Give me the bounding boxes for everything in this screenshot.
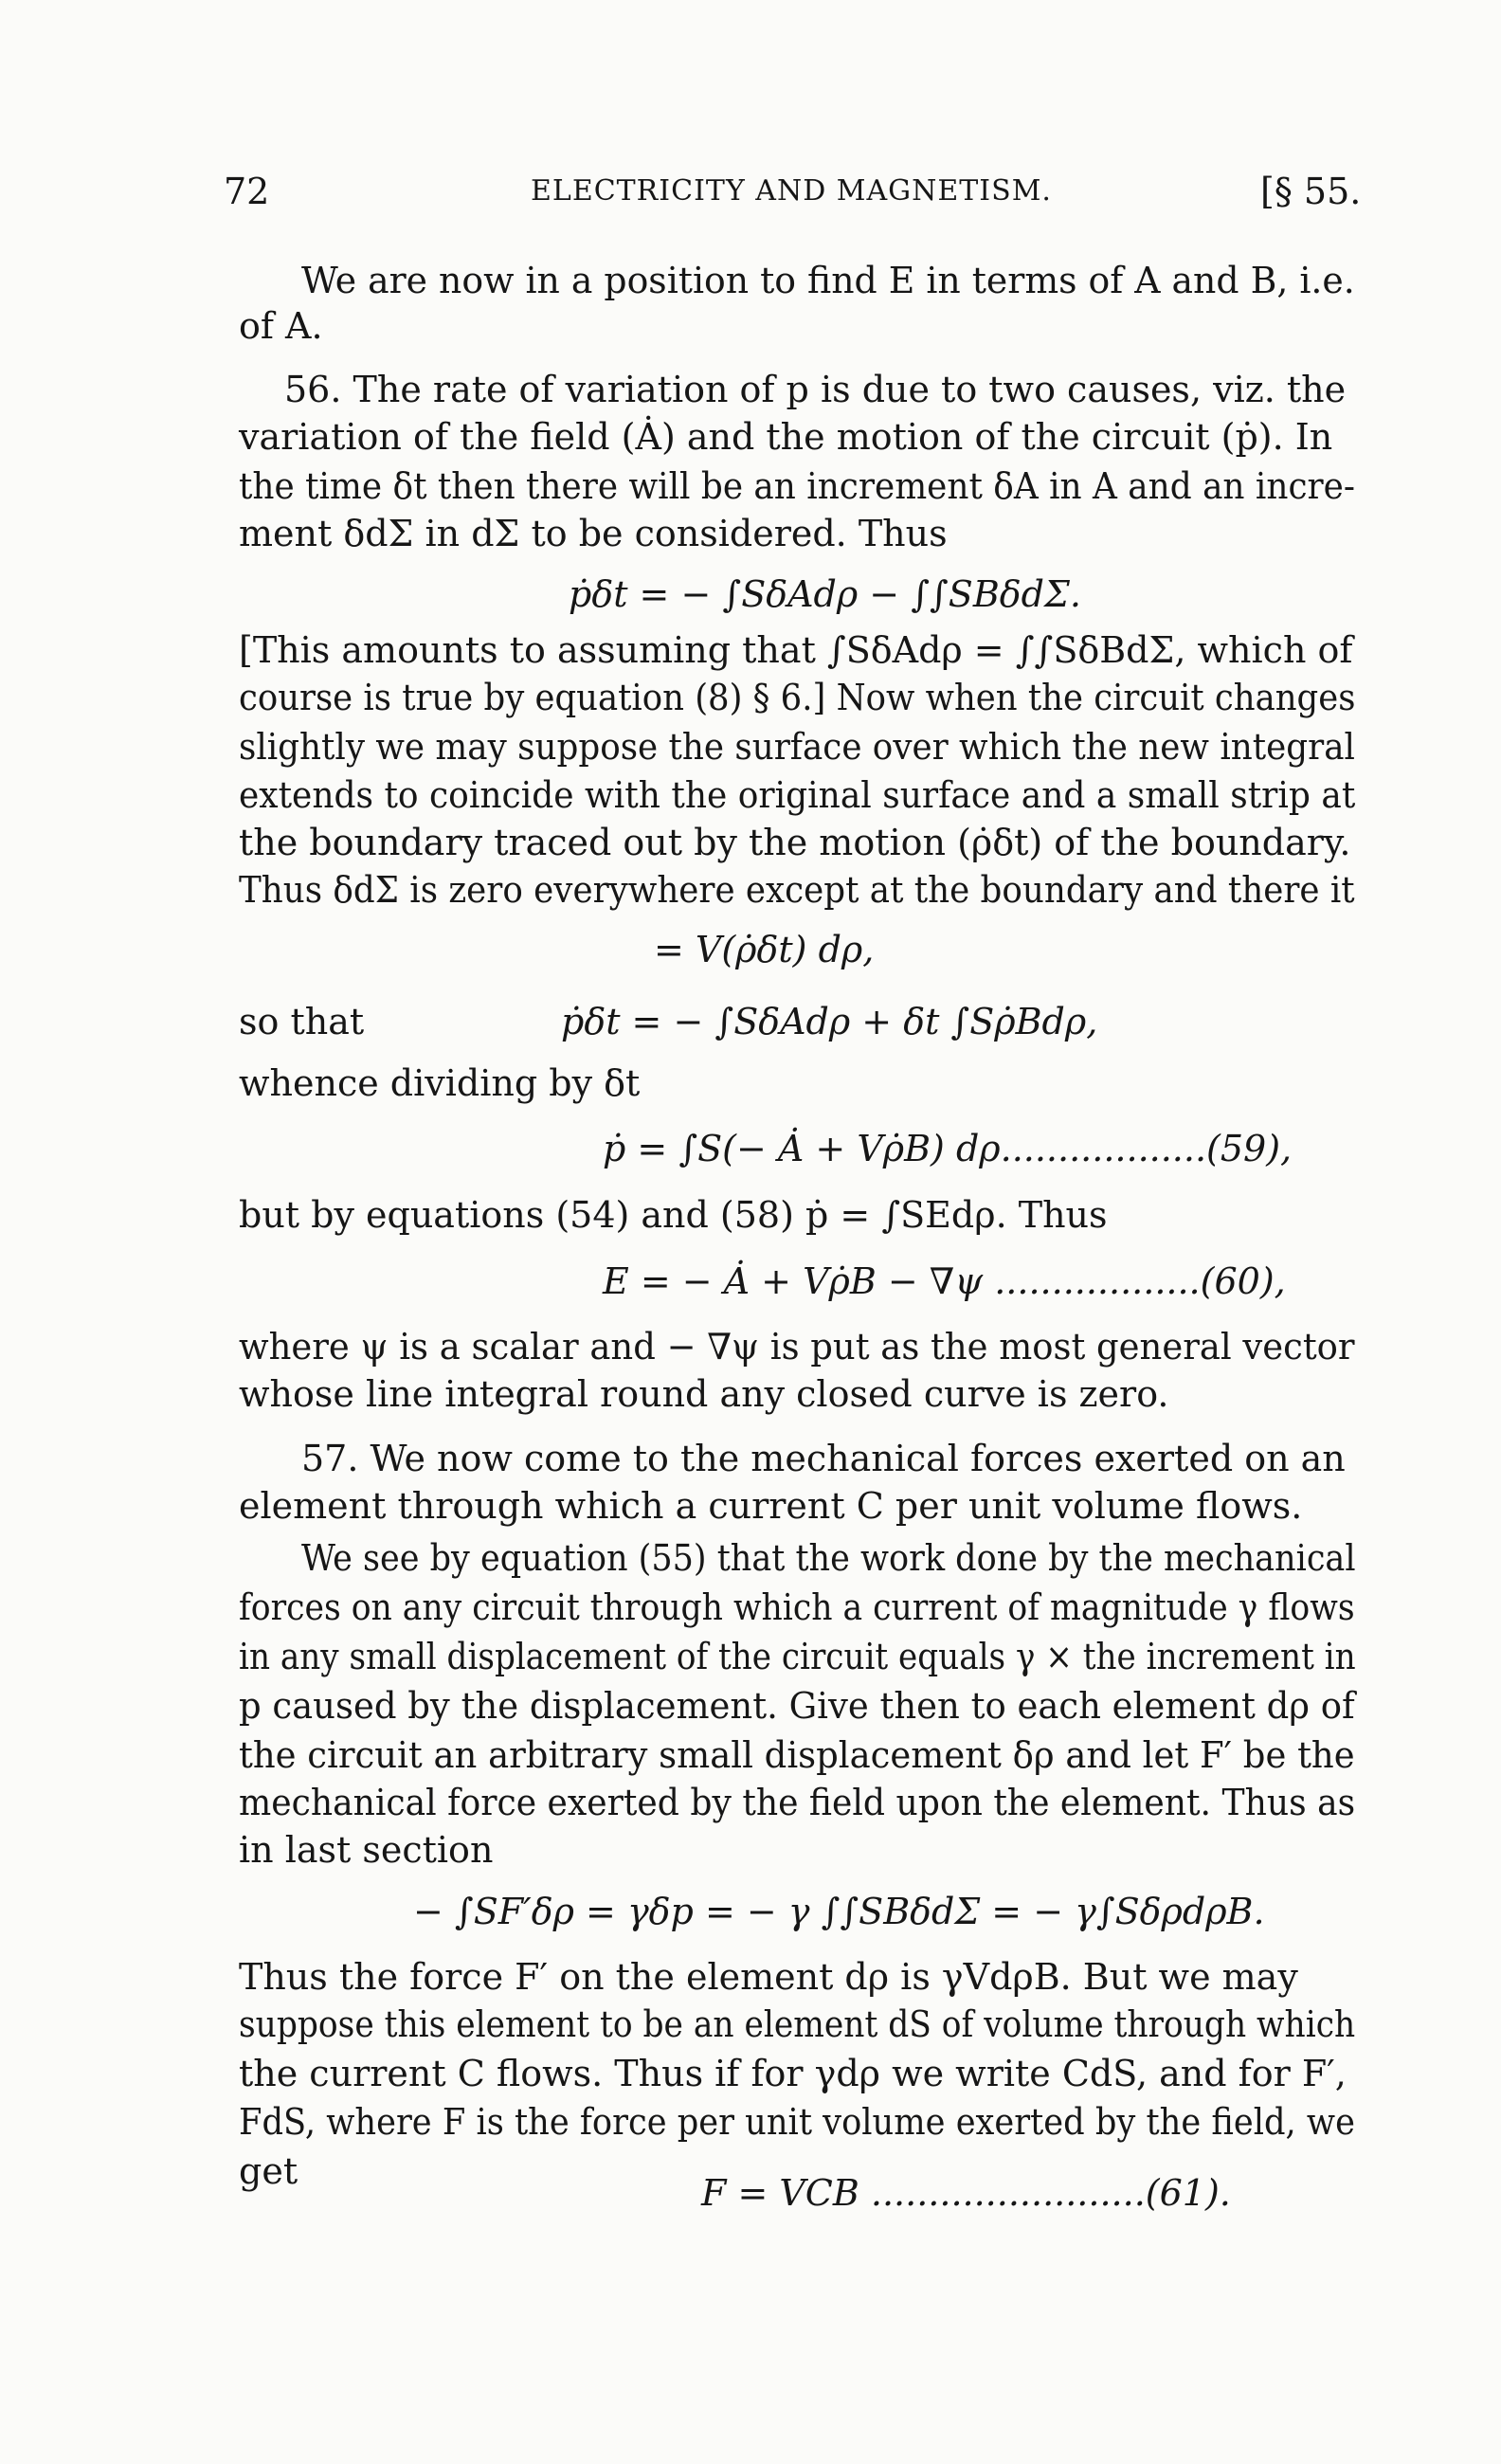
text-line: suppose this element to be an element dS of volume through which bbox=[239, 2003, 1356, 2045]
text-line: where ψ is a scalar and − ∇ψ is put as the most general vector bbox=[239, 1326, 1355, 1368]
running-title: ELECTRICITY AND MAGNETISM. bbox=[531, 174, 1052, 208]
text-line: of A. bbox=[239, 305, 323, 347]
text-line: the boundary traced out by the motion (ρ̇δt) of the boundary. bbox=[239, 822, 1351, 863]
text-line: FdS, where F is the force per unit volume exerted by the field, we bbox=[239, 2101, 1355, 2143]
text-line: whose line integral round any closed curve is zero. bbox=[239, 1373, 1169, 1415]
equation-60: E = − Ȧ + Vρ̇B − ∇ψ ..................(60), bbox=[603, 1260, 1286, 1302]
text-line: the current C flows. Thus if for γdρ we write CdS, and for F′, bbox=[239, 2053, 1347, 2094]
text-line: in any small displacement of the circuit equals γ × the increment in bbox=[239, 1636, 1356, 1677]
text-line: 57. We now come to the mechanical forces exerted on an bbox=[301, 1438, 1346, 1479]
text-line: the circuit an arbitrary small displacement δρ and let F′ be the bbox=[239, 1734, 1355, 1776]
text-line: course is true by equation (8) § 6.] Now when the circuit changes bbox=[239, 677, 1356, 718]
equation-59: ṗ = ∫S(− Ȧ + Vρ̇B) dρ..................(59), bbox=[603, 1128, 1293, 1169]
equation: = V(ρ̇δt) dρ, bbox=[654, 929, 875, 970]
text-line: slightly we may suppose the surface over which the new integral bbox=[239, 726, 1355, 768]
text-line: We see by equation (55) that the work done by the mechanical bbox=[301, 1537, 1356, 1579]
equation: − ∫SF′δρ = γδp = − γ ∫∫SBδdΣ = − γ∫SδρdρB. bbox=[413, 1891, 1265, 1932]
text-line: We are now in a position to find E in terms of A and B, i.e. bbox=[301, 260, 1355, 301]
equation: ṗδt = − ∫SδAdρ − ∫∫SBδdΣ. bbox=[569, 573, 1081, 615]
text-line: extends to coincide with the original surface and a small strip at bbox=[239, 774, 1356, 816]
page-number: 72 bbox=[224, 171, 270, 212]
text-line: [This amounts to assuming that ∫SδAdρ = ∫∫SδBdΣ, which of bbox=[239, 629, 1353, 671]
text-line: Thus δdΣ is zero everywhere except at the boundary and there it bbox=[239, 869, 1355, 911]
text-line: so that bbox=[239, 1001, 365, 1042]
text-line: forces on any circuit through which a current of magnitude γ flows bbox=[239, 1586, 1355, 1628]
text-line: whence dividing by δt bbox=[239, 1062, 641, 1104]
text-line: variation of the field (Ȧ) and the motion of the circuit (ṗ). In bbox=[239, 416, 1333, 458]
text-line: ment δdΣ in dΣ to be considered. Thus bbox=[239, 513, 948, 554]
equation-61: F = VCB ........................(61). bbox=[701, 2172, 1231, 2214]
text-line: the time δt then there will be an increment δA in A and an incre- bbox=[239, 465, 1355, 507]
text-line: in last section bbox=[239, 1829, 494, 1871]
equation: ṗδt = − ∫SδAdρ + δt ∫Sρ̇Bdρ, bbox=[561, 1001, 1098, 1042]
text-line: get bbox=[239, 2150, 298, 2192]
section-ref: [§ 55. bbox=[1260, 171, 1362, 212]
text-line: p caused by the displacement. Give then to each element dρ of bbox=[239, 1685, 1355, 1727]
text-line: mechanical force exerted by the field upon the element. Thus as bbox=[239, 1782, 1356, 1823]
text-line: element through which a current C per unit volume flows. bbox=[239, 1485, 1303, 1527]
text-line: 56. The rate of variation of p is due to two causes, viz. the bbox=[284, 369, 1347, 410]
text-line: Thus the force F′ on the element dρ is γVdρB. But we may bbox=[239, 1956, 1298, 1998]
text-line: but by equations (54) and (58) ṗ = ∫SEdρ. Thus bbox=[239, 1194, 1108, 1236]
